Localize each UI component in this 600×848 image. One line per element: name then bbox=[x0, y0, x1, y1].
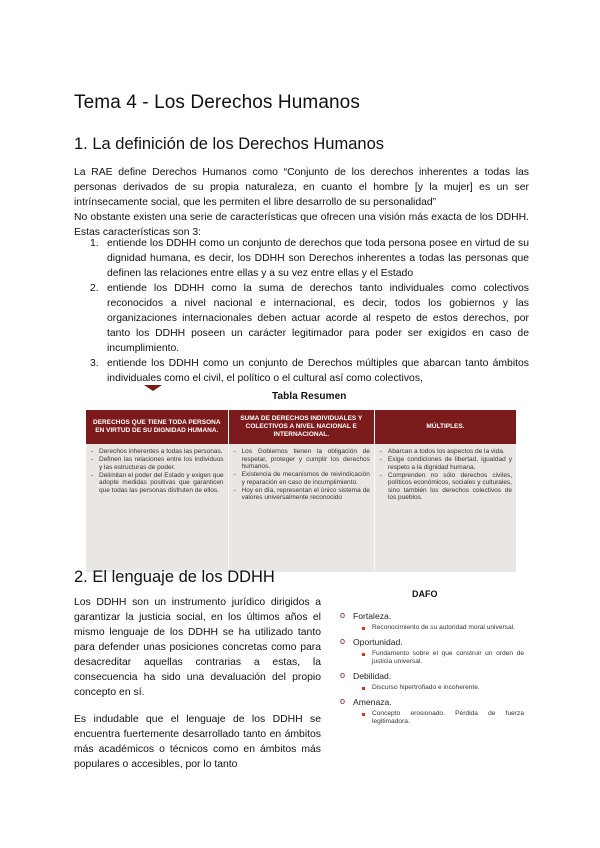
table-row bbox=[86, 444, 517, 572]
list-item bbox=[74, 236, 529, 281]
section-2-paragraph: Los DDHH son un instrumento jurídico dirigidos a garantizar la justicia social, en los últimos años el mismo lenguaje de los DDHH se ha utilizado tanto para defender unas posiciones concretas como para desacreditar aquellas contrarias a estas, la consecuencia ha sido una devaluación del propio concepto en sí. bbox=[74, 597, 321, 698]
intro-paragraph-2: No obstante existen una serie de características que ofrecen una visión más exacta de los DDHH. Estas características son 3: bbox=[74, 212, 529, 238]
dafo-item: o Fortaleza. bbox=[340, 611, 524, 621]
table-bullet: - Derechos inherentes a todas las personas. bbox=[99, 448, 224, 456]
table-bullet: - Existencia de mecanismos de reivindicación y reparación en caso de incumplimiento. bbox=[242, 471, 370, 486]
section-1-body bbox=[74, 165, 529, 240]
table-header-cell: DERECHOS QUE TIENE TODA PERSONA EN VIRTUD DE SU DIGNIDAD HUMANA. bbox=[86, 410, 228, 444]
table-bullet: - Abarcan a todos los aspectos de la vida. bbox=[388, 448, 512, 456]
table-cell bbox=[228, 444, 374, 572]
list-item bbox=[74, 356, 529, 386]
list-item-text: entiende los DDHH como un conjunto de Derechos múltiples que abarcan tanto ámbitos individuales como el civil, el político o el cultural así como colectivos, bbox=[107, 358, 529, 384]
characteristics-list bbox=[74, 236, 529, 386]
down-arrow-icon bbox=[144, 385, 162, 391]
dafo-detail: Fundamento sobre el que construir un orden de justicia universal. bbox=[359, 650, 524, 666]
dafo-item: o Oportunidad. bbox=[340, 637, 524, 647]
table-bullet: - Definen las relaciones entre los individuos y las estructuras de poder. bbox=[99, 456, 224, 471]
dafo-detail: Concepto erosionado. Pérdida de fuerza legitimadora. bbox=[359, 710, 524, 726]
table-title: Tabla Resumen bbox=[272, 391, 347, 402]
list-number: 2. bbox=[90, 283, 99, 294]
table-header-cell: MÚLTIPLES. bbox=[374, 410, 516, 444]
intro-paragraph: La RAE define Derechos Humanos como “Conjunto de los derechos inherentes a todas las personas derivados de su propia naturaleza, en cuanto el hombre [y la mujer] es un ser intrínsecamente social, que les permiten el libre desarrollo de su personalidad” bbox=[74, 167, 529, 208]
list-number: 3. bbox=[90, 358, 99, 369]
list-number: 1. bbox=[90, 238, 99, 249]
dafo-item: o Amenaza. bbox=[340, 697, 524, 707]
summary-table bbox=[86, 410, 517, 572]
list-item-text: entiende los DDHH como un conjunto de derechos que toda persona posee en virtud de su dignidad humana, es decir, los DDHH son Derechos inherentes a todas las personas que definen las relaciones entre ellas y a su vez entre ellas y el Estado bbox=[107, 238, 529, 279]
table-bullet: - Delimitan el poder del Estado y exigen que adopte medidas positivas que garanticen que todas las personas disfruten de ellos. bbox=[99, 472, 224, 495]
table-bullet: - Hoy en día, representan el único sistema de valores universalmente reconocido bbox=[242, 487, 370, 502]
dafo-detail: Reconocimiento de su autoridad moral universal. bbox=[359, 624, 524, 632]
section-1-heading: 1. La definición de los Derechos Humanos bbox=[74, 135, 385, 153]
table-cell bbox=[86, 444, 228, 572]
table-header-row bbox=[86, 410, 517, 444]
table-header-cell: SUMA DE DERECHOS INDIVIDUALES Y COLECTIVOS A NIVEL NACIONAL E INTERNACIONAL. bbox=[228, 410, 374, 444]
section-2-heading: 2. El lenguaje de los DDHH bbox=[74, 568, 275, 586]
list-item-text: entiende los DDHH como la suma de derechos tanto individuales como colectivos reconocidos a nivel nacional e internacional, es decir, todos los gobiernos y las organizaciones internacionales deben actuar acorde al respeto de estos derechos, por tanto los DDHH poseen un carácter legitimador para poder ser exigidos en caso de incumplimiento. bbox=[107, 283, 529, 354]
dafo-item: o Debilidad. bbox=[340, 671, 524, 681]
list-item bbox=[74, 281, 529, 356]
page-title: Tema 4 - Los Derechos Humanos bbox=[74, 92, 360, 113]
dafo-list bbox=[340, 611, 524, 731]
table-bullet: - Exige condiciones de libertad, igualdad y respeto a la dignidad humana. bbox=[388, 456, 512, 471]
section-2-paragraph: Es indudable que el lenguaje de los DDHH se encuentra fuertemente desarrollado tanto en ámbitos más académicos o técnicos como en ámbitos más populares o accesibles, por lo tanto bbox=[74, 714, 321, 770]
table-cell bbox=[374, 444, 516, 572]
table-bullet: - Comprenden no sólo derechos civiles, políticos económicos, sociales y culturales, sino también los derechos colectivos de los pueblos. bbox=[388, 472, 512, 502]
dafo-detail: Discurso hipertrofiado e incoherente. bbox=[359, 684, 524, 692]
table-bullet: - Los Gobiernos tienen la obligación de respetar, proteger y cumplir los derechos humanos. bbox=[242, 448, 370, 471]
dafo-title: DAFO bbox=[412, 589, 438, 599]
